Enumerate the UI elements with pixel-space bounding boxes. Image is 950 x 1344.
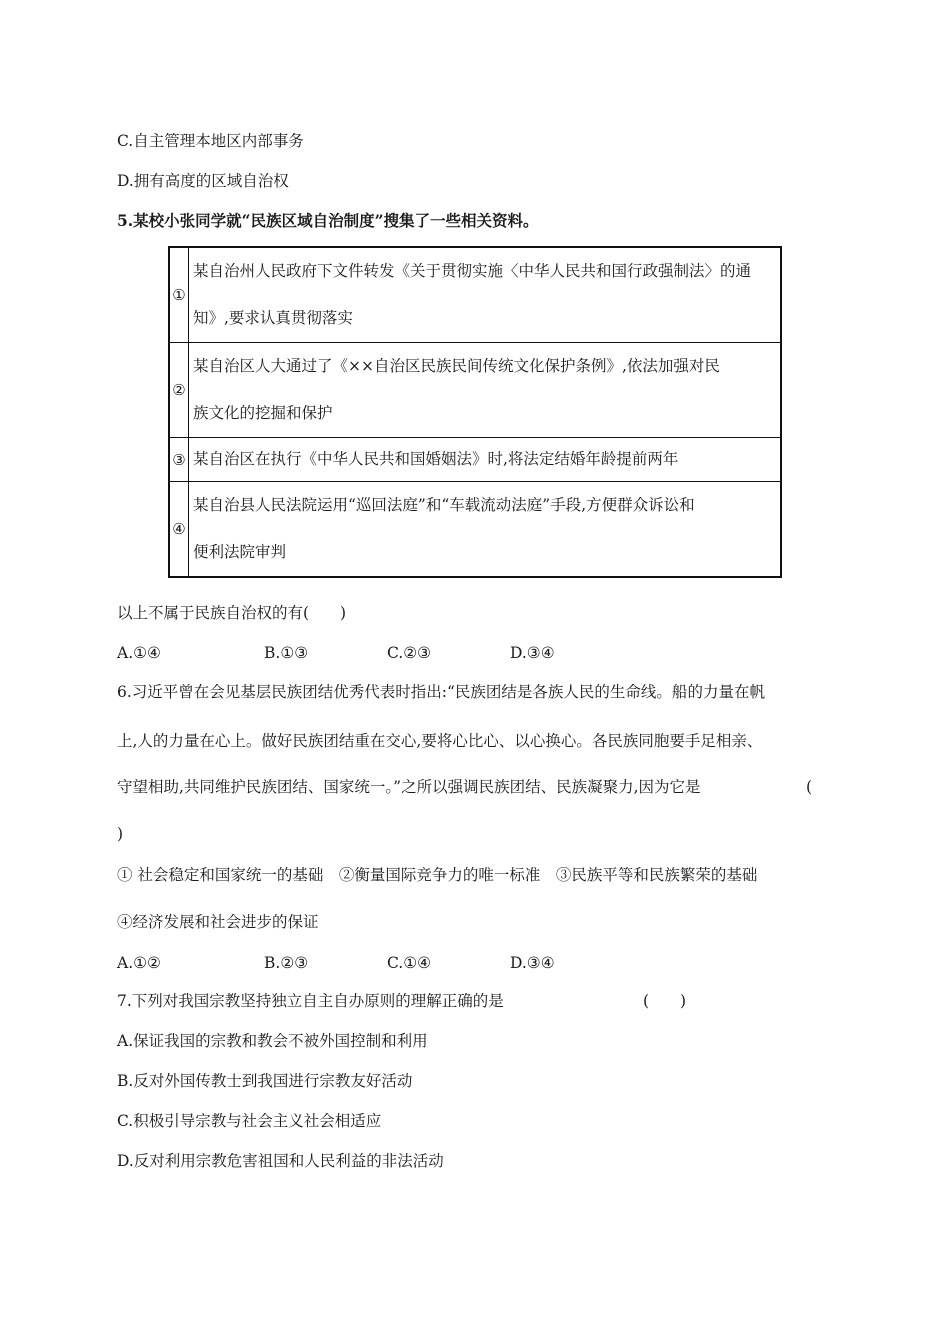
q6-option-c: C.①④ [387, 954, 432, 972]
table-row [169, 482, 781, 578]
q7-option-c: C.积极引导宗教与社会主义社会相适应 [117, 1112, 382, 1130]
row-text-line: 某自治区人大通过了《××自治区民族民间传统文化保护条例》,依法加强对民 [193, 357, 720, 375]
q6-option-d: D.③④ [510, 954, 555, 972]
table-row [169, 438, 781, 482]
q6-stem-line2: 上,人的力量在心上。做好民族团结重在交心,要将心比心、以心换心。各民族同胞要手足相亲、 [117, 732, 763, 750]
row-text [189, 482, 782, 578]
q6-option-a: A.①② [117, 954, 161, 972]
row-text-line: 某自治区在执行《中华人民共和国婚姻法》时,将法定结婚年龄提前两年 [193, 450, 679, 468]
q4-option-c: C.自主管理本地区内部事务 [117, 132, 304, 150]
q4-option-d: D.拥有高度的区域自治权 [117, 172, 289, 190]
table-row [169, 247, 781, 343]
q6-paren-open: ( [806, 778, 813, 796]
q5-question: 以上不属于民族自治权的有( ) [117, 604, 347, 622]
q5-option-b: B.①③ [264, 644, 309, 662]
q6-statements-line2: ④经济发展和社会进步的保证 [117, 913, 319, 931]
q7-option-a: A.保证我国的宗教和教会不被外国控制和利用 [117, 1032, 428, 1050]
q6-stem-line1: 6.习近平曾在会见基层民族团结优秀代表时指出:“民族团结是各族人民的生命线。船的力量在帆 [117, 683, 765, 701]
q6-stem-line3: 守望相助,共同维护民族团结、国家统一。”之所以强调民族团结、民族凝聚力,因为它是 [117, 778, 701, 796]
row-text [189, 247, 782, 343]
table-row [169, 343, 781, 438]
q6-paren-close: ) [117, 825, 124, 843]
row-text [189, 438, 782, 482]
q7-option-b: B.反对外国传教士到我国进行宗教友好活动 [117, 1072, 413, 1090]
q7-stem: 7.下列对我国宗教坚持独立自主自办原则的理解正确的是 [117, 992, 504, 1010]
row-text [189, 343, 782, 438]
q5-option-c: C.②③ [387, 644, 432, 662]
row-text-line: 某自治县人民法院运用“巡回法庭”和“车载流动法庭”手段,方便群众诉讼和 [193, 496, 695, 514]
row-text-line: 知》,要求认真贯彻落实 [193, 309, 353, 327]
q5-data-table [168, 246, 782, 578]
row-number: ③ [169, 438, 189, 482]
q6-statements-line1: ① 社会稳定和国家统一的基础 ②衡量国际竞争力的唯一标准 ③民族平等和民族繁荣的基础 [117, 866, 758, 884]
row-number: ② [169, 343, 189, 438]
row-text-line: 某自治州人民政府下文件转发《关于贯彻实施〈中华人民共和国行政强制法〉的通 [193, 262, 752, 280]
q7-paren: ( ) [643, 992, 687, 1010]
q5-option-a: A.①④ [117, 644, 161, 662]
q6-option-b: B.②③ [264, 954, 309, 972]
row-number: ① [169, 247, 189, 343]
q5-stem: 5.某校小张同学就“民族区域自治制度”搜集了一些相关资料。 [117, 211, 539, 230]
q7-option-d: D.反对利用宗教危害祖国和人民利益的非法活动 [117, 1152, 444, 1170]
row-text-line: 族文化的挖掘和保护 [193, 404, 333, 422]
row-number: ④ [169, 482, 189, 578]
row-text-line: 便利法院审判 [193, 543, 287, 561]
q5-option-d: D.③④ [510, 644, 555, 662]
